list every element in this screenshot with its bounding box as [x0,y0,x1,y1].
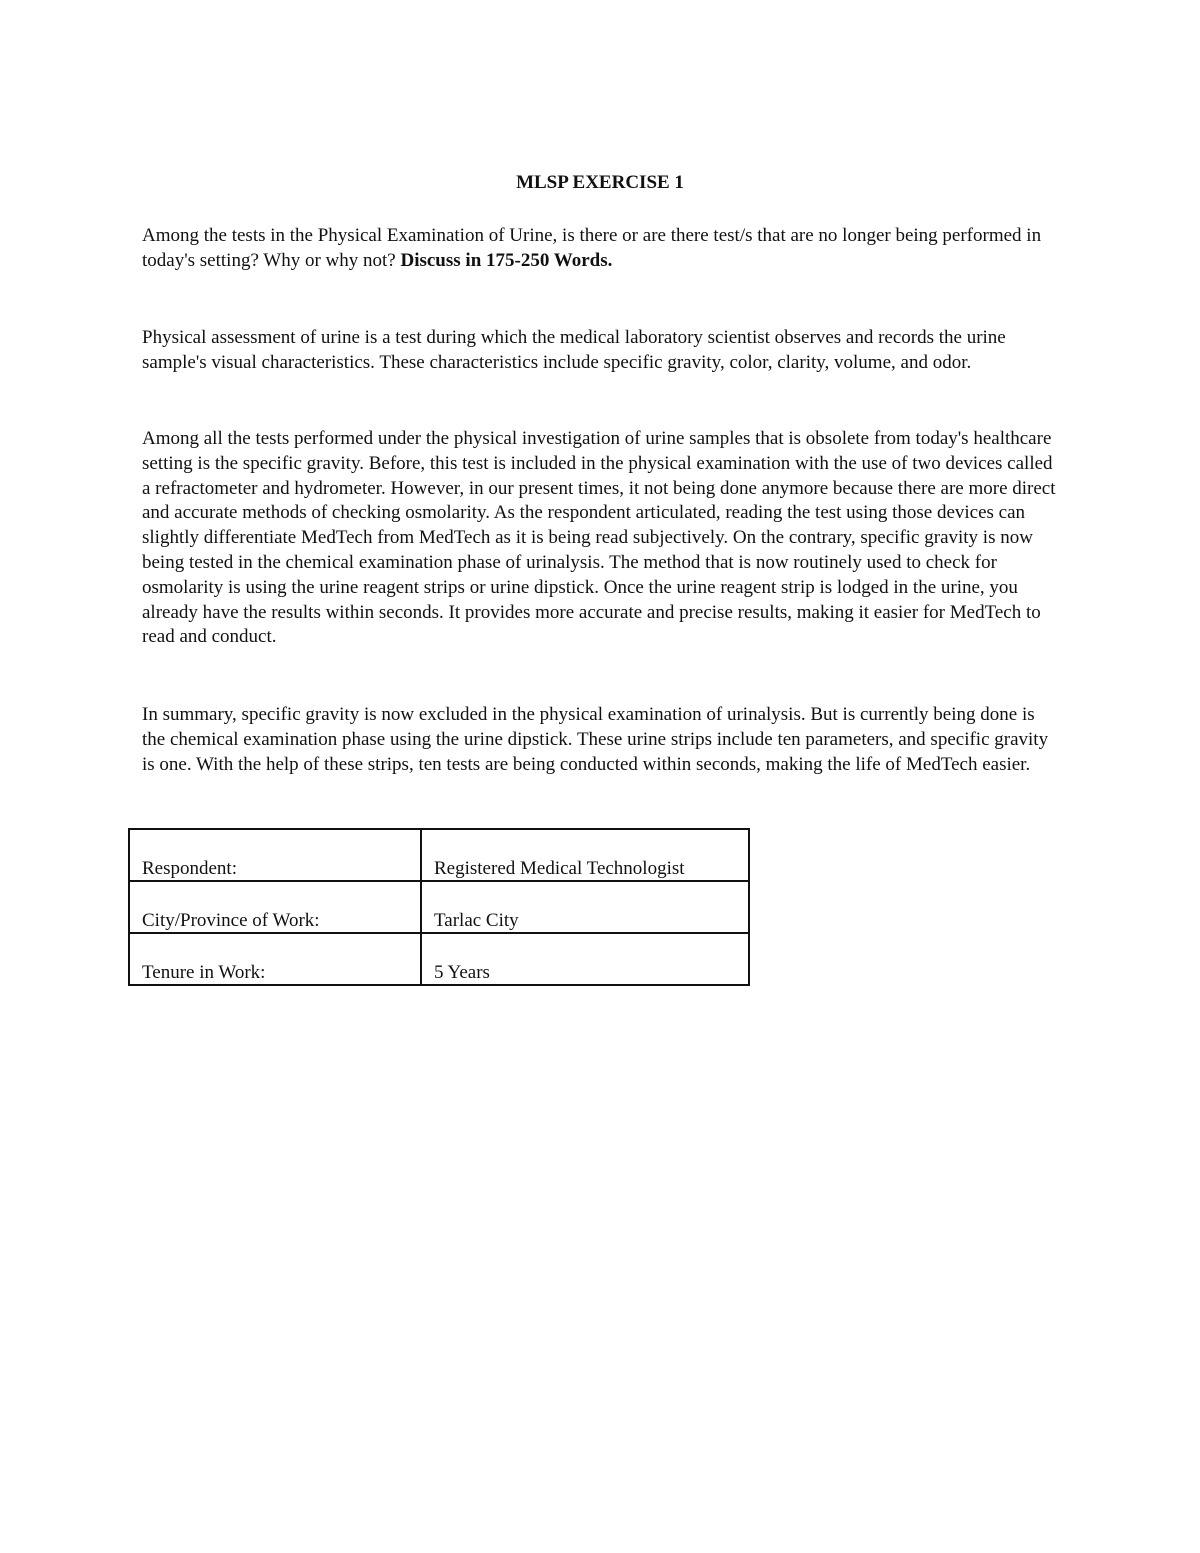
answer-paragraph-1: Physical assessment of urine is a test during which the medical laboratory scientist observes and records the urine sample's visual characteristics. These characteristics include specific gravity, color, clarity, volume, and odor. [142,327,1006,373]
table-row-city [129,881,749,933]
table-row-tenure [129,933,749,985]
city-province-label: City/Province of Work: [129,881,421,933]
respondent-value: Registered Medical Technologist [421,829,749,881]
tenure-label: Tenure in Work: [129,933,421,985]
respondent-label: Respondent: [129,829,421,881]
question-text: Among the tests in the Physical Examination of Urine, is there or are there test/s that are no longer being performed in today's setting? Why or why not? [142,225,1042,271]
tenure-value: 5 Years [421,933,749,985]
answer-paragraph-3: In summary, specific gravity is now excluded in the physical examination of urinalysis. But is currently being done is the chemical examination phase using the urine dipstick. These urine strips include ten parameters, and specific gravity is one. With the help of these strips, ten tests are being conducted within seconds, making the life of MedTech easier. [142,704,1049,775]
question-prompt [142,224,1062,274]
document-title: MLSP EXERCISE 1 [516,172,684,193]
answer-paragraph-2: Among all the tests performed under the physical investigation of urine samples that is obsolete from today's healthcare setting is the specific gravity. Before, this test is included in the physical examination with the use of two devices called a refractometer and hydrometer. However, in our present times, it not being done anymore because there are more direct and accurate methods of checking osmolarity. As the respondent articulated, reading the test using those devices can slightly differentiate MedTech from MedTech as it is being read subjectively. On the contrary, specific gravity is now being tested in the chemical examination phase of urinalysis. The method that is now routinely used to check for osmolarity is using the urine reagent strips or urine dipstick. Once the urine reagent strip is lodged in the urine, you already have the results within seconds. It provides more accurate and precise results, making it easier for MedTech to read and conduct. [142,428,1056,648]
table-row-respondent [129,829,749,881]
city-province-value: Tarlac City [421,881,749,933]
respondent-info-table [128,828,750,986]
question-word-count-instruction: Discuss in 175-250 Words. [400,249,613,271]
